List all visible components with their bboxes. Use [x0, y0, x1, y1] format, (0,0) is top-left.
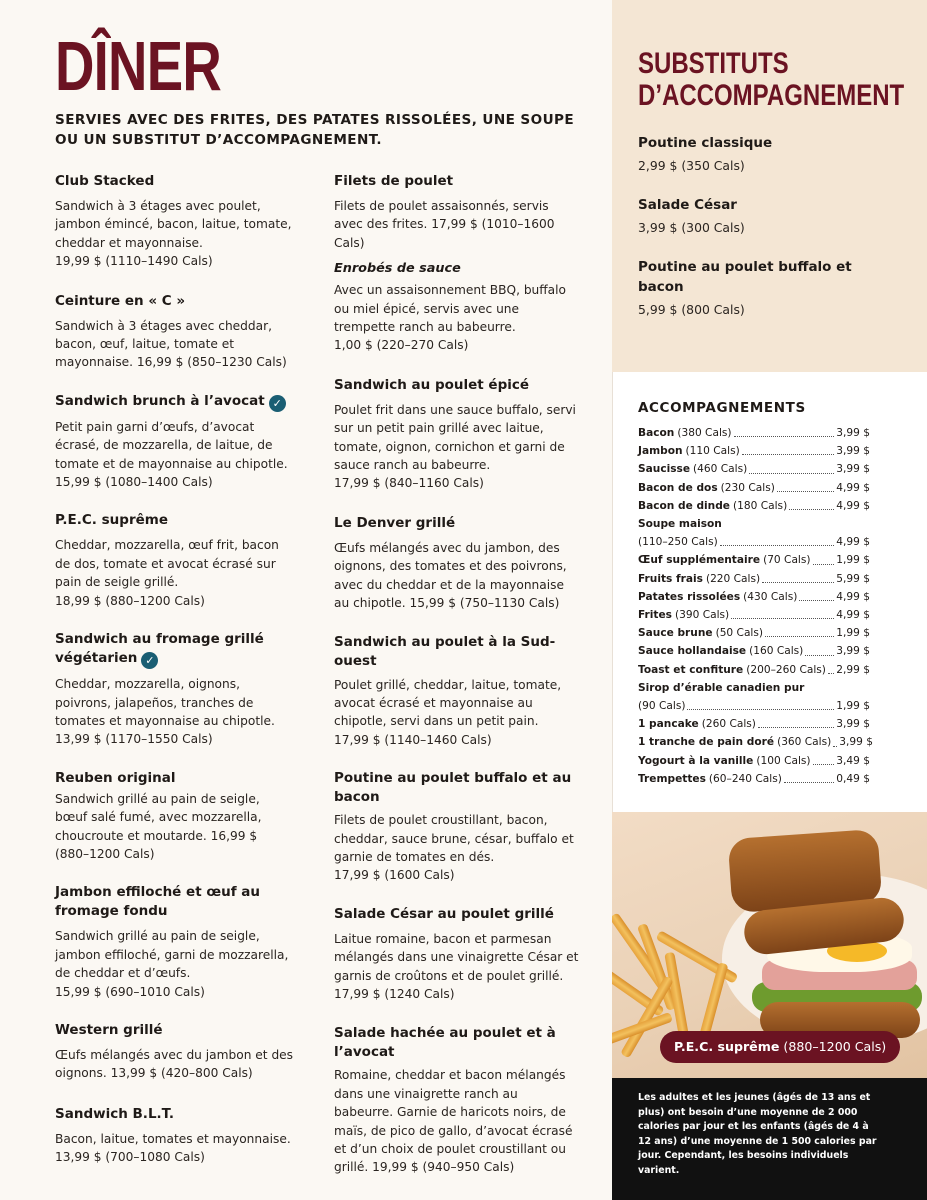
menu-item-price: 17,99 $ (1600 Cals) — [334, 868, 455, 883]
menu-item — [55, 883, 295, 1001]
menu-item-desc: Laitue romaine, bacon et parmesan mélangés dans une vinaigrette César et garnis de croûtons et de poulet grillé. — [334, 931, 579, 983]
accompaniment-name: Jambon — [638, 445, 683, 458]
menu-item-desc: Œufs mélangés avec du jambon, des oignons, des tomates et des poivrons, avec du cheddar et de la mayonnaise au chipotle. 15,99 $ (750–1130 Cals) — [334, 540, 567, 611]
accompaniment-cals: (60–240 Cals) — [708, 772, 782, 785]
accompaniment-cals: (430 Cals) — [743, 590, 798, 603]
accompaniment-name: 1 tranche de pain doré — [638, 736, 775, 749]
accompaniment-cals: (360 Cals) — [777, 736, 832, 749]
substitute-item — [638, 257, 878, 319]
vegetarian-leaf-icon: ✓ — [141, 652, 158, 669]
menu-item-name: Sandwich B.L.T. — [55, 1105, 174, 1122]
menu-item-desc: Sandwich à 3 étages avec poulet, jambon émincé, bacon, laitue, tomate, cheddar et mayonnaise. — [55, 199, 292, 250]
menu-item-price: 13,99 $ (1170–1550 Cals) — [55, 732, 213, 747]
menu-item — [334, 376, 579, 493]
photo-caption — [660, 1031, 900, 1063]
menu-item-name: Western grillé — [55, 1021, 163, 1038]
accompaniments-list — [638, 424, 873, 788]
dot-leader — [777, 491, 834, 492]
menu-item-desc: Poulet frit dans une sauce buffalo, servi sur un petit pain grillé avec laitue, tomate, oignon, cornichon et garni de sauce ranch au babeurre. — [334, 402, 576, 473]
accompaniment-row — [638, 497, 870, 515]
menu-item-desc: Romaine, cheddar et bacon mélangés dans une vinaigrette ranch au babeurre. Garnie de haricots noirs, de maïs, de pico de gallo, d’avocat écrasé et d’un choix de poulet croustillant ou grillé. 19,99 $ (940–950 Cals) — [334, 1068, 573, 1175]
dot-leader — [720, 545, 835, 546]
dot-leader — [828, 673, 834, 674]
menu-item-name: Salade César au poulet grillé — [334, 905, 554, 922]
accompaniment-row — [638, 697, 870, 715]
accompaniment-price: 3,99 $ — [839, 736, 873, 749]
accompaniment-cals: (380 Cals) — [677, 427, 732, 439]
menu-item-name: Filets de poulet — [334, 173, 454, 189]
menu-item — [55, 769, 295, 864]
accompaniment-cals: (390 Cals) — [674, 609, 730, 622]
accompaniment-row — [638, 479, 870, 497]
accompaniment-price: 3,99 $ — [836, 645, 870, 658]
substitute-price: 2,99 $ (350 Cals) — [638, 158, 745, 173]
substitutes-list — [638, 133, 878, 319]
menu-column-middle — [334, 172, 579, 1177]
dot-leader — [742, 454, 835, 455]
accompaniment-price: 0,49 $ — [836, 772, 870, 785]
menu-item-name: Jambon effiloché et œuf au fromage fondu — [55, 884, 261, 920]
menu-item-desc: Sandwich grillé au pain de seigle, jambon effiloché, garni de mozzarella, de cheddar et d’œufs. — [55, 929, 289, 981]
accompaniment-row — [638, 570, 870, 588]
accompaniment-price: 4,99 $ — [836, 590, 870, 603]
accompaniment-cals: (460 Cals) — [693, 463, 748, 476]
dot-leader — [734, 436, 835, 437]
accompaniment-price: 5,99 $ — [836, 572, 870, 585]
menu-item-price: 15,99 $ (690–1010 Cals) — [55, 984, 205, 999]
menu-item-option-name: Enrobés de sauce — [334, 261, 461, 277]
accompaniment-cals: (160 Cals) — [749, 645, 804, 658]
menu-item-name: Sandwich au fromage grillé végétarien — [55, 631, 264, 667]
menu-item-desc: Sandwich à 3 étages avec cheddar, bacon, œuf, laitue, tomate et mayonnaise. 16,99 $ (850–1230 Cals) — [55, 318, 287, 370]
menu-item-name-row — [55, 392, 295, 412]
accompaniment-group-name: Soupe maison — [638, 518, 722, 531]
menu-item — [55, 392, 295, 492]
accompaniment-name: Bacon de dos — [638, 481, 718, 494]
menu-item — [334, 905, 579, 1004]
accompaniment-cals: (260 Cals) — [701, 718, 756, 731]
menu-item-desc: Filets de poulet assaisonnés, servis avec des frites. 17,99 $ (1010–1600 Cals) — [334, 199, 555, 250]
accompaniment-row — [638, 424, 870, 442]
dot-leader — [687, 709, 834, 710]
menu-item — [55, 1105, 295, 1167]
accompaniment-cals: (220 Cals) — [705, 572, 761, 585]
substitute-name: Poutine au poulet buffalo et bacon — [638, 259, 852, 295]
accompaniment-cals: (110 Cals) — [685, 445, 740, 458]
accompaniment-price: 3,99 $ — [836, 718, 870, 731]
accompaniment-name: Fruits frais — [638, 572, 703, 585]
menu-item-desc: Sandwich grillé au pain de seigle, bœuf salé fumé, avec mozzarella, choucroute et moutarde. 16,99 $ (880–1200 Cals) — [55, 791, 262, 861]
menu-item-desc: Filets de poulet croustillant, bacon, cheddar, sauce brune, césar, buffalo et garnie de tomates en dés. — [334, 813, 574, 864]
menu-item-desc: Petit pain garni d’œufs, d’avocat écrasé, de mozzarella, de laitue, de tomate et de mayonnaise au chipotle. — [55, 419, 288, 471]
dot-leader — [758, 727, 834, 728]
dot-leader — [749, 473, 834, 474]
menu-item-name: Salade hachée au poulet et à l’avocat — [334, 1025, 556, 1061]
menu-item — [55, 172, 295, 271]
dot-leader — [765, 636, 834, 637]
menu-item-price: 17,99 $ (1140–1460 Cals) — [334, 732, 492, 747]
dot-leader — [784, 782, 834, 783]
accompaniment-price: 4,99 $ — [836, 609, 870, 622]
accompaniment-cals: (90 Cals) — [638, 700, 686, 713]
dot-leader — [805, 655, 834, 656]
accompaniment-name: Frites — [638, 609, 672, 622]
accompaniment-name: Bacon de dinde — [638, 499, 730, 512]
substitutes-title-line1: SUBSTITUTS — [638, 47, 789, 80]
menu-item-desc: Bacon, laitue, tomates et mayonnaise. — [55, 1131, 291, 1146]
menu-item-price: 13,99 $ (700–1080 Cals) — [55, 1150, 205, 1165]
menu-item-name: Sandwich brunch à l’avocat — [55, 392, 265, 409]
page-title: DÎNER — [55, 27, 221, 105]
accompaniment-row — [638, 661, 870, 679]
accompaniment-name: Saucisse — [638, 463, 691, 476]
calorie-note: Les adultes et les jeunes (âgés de 13 ans et plus) ont besoin d’une moyenne de 2 000 calories par jour et les enfants (âgés de 4 à 12 ans) d’une moyenne de 1 500 calories par jour. Cependant, les besoins individuels varient. — [638, 1092, 877, 1176]
accompaniment-name: 1 pancake — [638, 718, 699, 731]
accompaniment-price: 4,99 $ — [836, 499, 870, 512]
accompaniment-cals: (200–260 Cals) — [746, 663, 826, 676]
accompaniment-row — [638, 551, 870, 569]
accompaniment-cals: (230 Cals) — [720, 481, 775, 494]
menu-item — [334, 514, 579, 613]
substitute-price: 5,99 $ (800 Cals) — [638, 302, 745, 317]
menu-item-name: Reuben original — [55, 769, 176, 786]
menu-item-desc: Cheddar, mozzarella, oignons, poivrons, jalapeños, tranches de tomates et mayonnaise au chipotle. — [55, 677, 275, 728]
substitute-name: Poutine classique — [638, 135, 773, 151]
menu-item-name: Ceinture en « C » — [55, 292, 186, 309]
accompaniment-price: 3,99 $ — [836, 427, 870, 439]
photo-caption-cals: (880–1200 Cals) — [783, 1039, 887, 1054]
accompaniments-title: ACCOMPAGNEMENTS — [638, 400, 806, 416]
dot-leader — [762, 582, 834, 583]
menu-item — [55, 511, 295, 610]
accompaniment-cals: (70 Cals) — [763, 554, 811, 567]
accompaniment-group-name: Sirop d’érable canadien pur — [638, 681, 805, 694]
substitute-item — [638, 195, 878, 237]
accompaniment-row — [638, 715, 870, 733]
photo-caption-name: P.E.C. suprême — [674, 1039, 780, 1054]
menu-item — [55, 292, 295, 372]
menu-item-price: 18,99 $ (880–1200 Cals) — [55, 593, 205, 608]
accompaniment-row — [638, 588, 870, 606]
menu-item-desc: Œufs mélangés avec du jambon et des oignons. 13,99 $ (420–800 Cals) — [55, 1047, 294, 1081]
accompaniment-name: Bacon — [638, 427, 675, 439]
menu-item-price: 19,99 $ (1110–1490 Cals) — [55, 254, 213, 269]
dot-leader — [813, 564, 835, 565]
menu-item-name: Poutine au poulet buffalo et au bacon — [334, 770, 572, 806]
accompaniment-name: Toast et confiture — [638, 663, 744, 676]
accompaniment-name: Sauce brune — [638, 627, 713, 640]
accompaniment-cals: (180 Cals) — [733, 499, 788, 512]
menu-column-left — [55, 172, 295, 1167]
menu-item-name: Sandwich au poulet épicé — [334, 376, 530, 393]
menu-item — [334, 633, 579, 750]
accompaniment-price: 4,99 $ — [836, 536, 870, 549]
accompaniment-row — [638, 606, 870, 624]
accompaniment-cals: (110–250 Cals) — [638, 536, 718, 549]
accompaniment-name: Sauce hollandaise — [638, 645, 747, 658]
accompaniment-price: 1,99 $ — [836, 627, 870, 640]
menu-item-name: P.E.C. suprême — [55, 512, 168, 529]
dot-leader — [833, 746, 837, 747]
menu-item — [55, 630, 295, 749]
menu-item-name: Le Denver grillé — [334, 514, 456, 531]
substitute-price: 3,99 $ (300 Cals) — [638, 220, 745, 235]
menu-item-option-desc: Avec un assaisonnement BBQ, buffalo ou miel épicé, servis avec une trempette ranch au babeurre. — [334, 283, 566, 335]
accompaniment-row — [638, 442, 870, 460]
menu-item-option-price: 1,00 $ (220–270 Cals) — [334, 338, 469, 353]
accompaniment-row — [638, 533, 870, 551]
accompaniment-row — [638, 624, 870, 642]
substitute-name: Salade César — [638, 197, 737, 213]
accompaniment-name: Patates rissolées — [638, 590, 741, 603]
substitutes-title — [638, 47, 905, 112]
dot-leader — [799, 600, 834, 601]
accompaniment-price: 2,99 $ — [836, 663, 870, 676]
accompaniment-row — [638, 770, 870, 788]
accompaniment-cals: (100 Cals) — [756, 754, 811, 767]
vegetarian-leaf-icon: ✓ — [269, 395, 286, 412]
dot-leader — [789, 509, 834, 510]
accompaniment-price: 3,99 $ — [836, 445, 870, 458]
accompaniment-row — [638, 733, 873, 751]
menu-item-name: Club Stacked — [55, 173, 155, 189]
accompaniment-row — [638, 460, 870, 478]
substitutes-title-line2: D’ACCOMPAGNEMENT — [638, 79, 905, 112]
menu-item — [334, 172, 579, 355]
dot-leader — [731, 618, 834, 619]
menu-item-desc: Cheddar, mozzarella, œuf frit, bacon de dos, tomate et avocat écrasé sur pain de seigle grillé. — [55, 538, 279, 590]
accompaniment-row — [638, 752, 870, 770]
substitute-item — [638, 133, 878, 175]
menu-item-name: Sandwich au poulet à la Sud-ouest — [334, 633, 556, 669]
accompaniment-price: 1,99 $ — [836, 554, 870, 567]
menu-item-price: 15,99 $ (1080–1400 Cals) — [55, 475, 213, 490]
accompaniment-cals: (50 Cals) — [715, 627, 764, 640]
accompaniment-name: Œuf supplémentaire — [638, 554, 761, 567]
menu-item-price: 17,99 $ (840–1160 Cals) — [334, 476, 484, 491]
accompaniment-price: 1,99 $ — [836, 700, 870, 713]
accompaniment-price: 3,49 $ — [836, 754, 870, 767]
menu-item-name-row — [55, 630, 295, 669]
dot-leader — [813, 764, 835, 765]
page-subtitle: SERVIES AVEC DES FRITES, DES PATATES RISSOLÉES, UNE SOUPE OU UN SUBSTITUT D’ACCOMPAGNEMENT. — [55, 112, 575, 148]
accompaniment-price: 3,99 $ — [836, 463, 870, 476]
menu-item-price: 17,99 $ (1240 Cals) — [334, 986, 455, 1001]
accompaniment-row — [638, 642, 870, 660]
accompaniment-name: Trempettes — [638, 772, 706, 785]
menu-item-desc: Poulet grillé, cheddar, laitue, tomate, avocat écrasé et mayonnaise au chipotle, servi dans un petit pain. — [334, 677, 562, 729]
accompaniment-name: Yogourt à la vanille — [638, 754, 754, 767]
menu-item — [334, 1024, 579, 1176]
menu-item — [55, 1021, 295, 1083]
accompaniment-price: 4,99 $ — [836, 481, 870, 494]
menu-item — [334, 769, 579, 885]
